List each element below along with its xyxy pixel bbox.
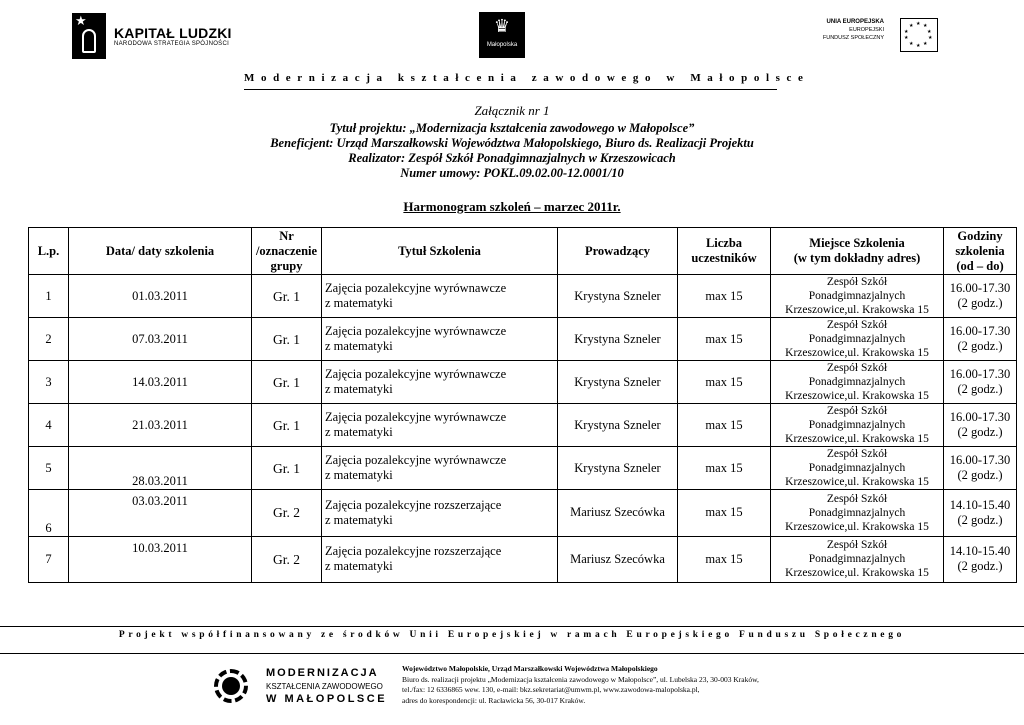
cell-place: [771, 318, 944, 361]
cell-place-l1: Zespół Szkół: [826, 448, 888, 460]
kapital-ludzki-logo: [72, 12, 232, 60]
cell-title-l2: z matematyki: [325, 382, 393, 396]
table-row: [29, 536, 1017, 583]
footer-divider-bottom: [0, 653, 1024, 654]
eu-line1: UNIA EUROPEJSKA: [826, 19, 884, 25]
cell-date: 28.03.2011: [69, 447, 252, 490]
beneficiary-line: Beneficjent: Urząd Marszałkowski Województwa Małopolskiego, Biuro ds. Realizacji Projektu: [270, 136, 754, 150]
cofinancing-statement: Projekt współfinansowany ze środków Unii Europejskiej w ramach Europejskiego Funduszu Społecznego: [118, 630, 906, 640]
cell-group: Gr. 2: [252, 536, 322, 583]
header-title: Tytuł Szkolenia: [322, 228, 558, 275]
cell-trainer: Krystyna Szneler: [558, 361, 678, 404]
cell-count: max 15: [678, 318, 771, 361]
cell-trainer: Mariusz Szecówka: [558, 536, 678, 583]
cell-count: max 15: [678, 361, 771, 404]
cell-count: max 15: [678, 536, 771, 583]
cell-place-l2: Ponadgimnazjalnych: [808, 290, 906, 302]
kapital-ludzki-emblem-icon: ★: [72, 13, 106, 59]
eu-efs-logo: [818, 18, 938, 52]
header-hours: [944, 228, 1017, 275]
cell-place-l1: Zespół Szkół: [826, 539, 888, 552]
cell-lp: 4: [29, 404, 69, 447]
header-place-l2: (w tym dokładny adres): [793, 251, 921, 265]
cell-trainer: Krystyna Szneler: [558, 447, 678, 490]
table-row: [29, 361, 1017, 404]
cell-count: max 15: [678, 404, 771, 447]
cell-date: 21.03.2011: [69, 404, 252, 447]
cell-title-l1: Zajęcia pozalekcyjne wyrównawcze: [325, 367, 507, 381]
header-hours-l1: Godziny: [957, 228, 1003, 243]
mzm-logo-line3: W MAŁOPOLSCE: [266, 692, 388, 705]
cell-place: [771, 536, 944, 583]
cell-hours-range: 16.00-17.30: [949, 367, 1011, 381]
cell-hours-note: (2 godz.): [957, 512, 1003, 527]
cell-place-l1: Zespół Szkół: [826, 492, 888, 505]
address-line1: Województwo Małopolskie, Urząd Marszałkowski Województwa Małopolskiego: [402, 664, 658, 673]
cell-date: 07.03.2011: [69, 318, 252, 361]
gear-hand-icon: [210, 665, 258, 707]
cell-hours-range: 16.00-17.30: [949, 281, 1011, 295]
cell-date: 14.03.2011: [69, 361, 252, 404]
cell-place-l3: Krzeszowice,ul. Krakowska 15: [785, 520, 929, 533]
cell-title-l2: z matematyki: [325, 512, 393, 527]
table-row: [29, 447, 1017, 490]
cell-title: [322, 275, 558, 318]
cell-hours-range: 14.10-15.40: [949, 497, 1011, 512]
cell-lp: 1: [29, 275, 69, 318]
table-row: [29, 318, 1017, 361]
cell-group: Gr. 1: [252, 275, 322, 318]
cell-title: [322, 361, 558, 404]
table-row: [29, 275, 1017, 318]
cell-place-l1: Zespół Szkół: [826, 362, 888, 374]
cell-place-l1: Zespół Szkół: [826, 319, 888, 331]
cell-title-l1: Zajęcia pozalekcyjne rozszerzające: [325, 497, 502, 512]
cell-count: max 15: [678, 275, 771, 318]
header-tagline: Modernizacja kształcenia zawodowego w Małopolsce: [244, 72, 810, 84]
cell-place-l3: Krzeszowice,ul. Krakowska 15: [785, 304, 929, 316]
cell-place-l2: Ponadgimnazjalnych: [808, 553, 906, 566]
cell-place-l3: Krzeszowice,ul. Krakowska 15: [785, 476, 929, 488]
contract-number-line: Numer umowy: POKL.09.02.00-12.0001/10: [400, 166, 624, 180]
cell-group: Gr. 2: [252, 490, 322, 537]
malopolska-logo: [479, 12, 525, 58]
cell-group: Gr. 1: [252, 318, 322, 361]
header-count: [678, 228, 771, 275]
modernizacja-logo: [210, 664, 390, 708]
cell-hours: [944, 361, 1017, 404]
cell-title-l1: Zajęcia pozalekcyjne wyrównawcze: [325, 453, 507, 467]
cell-hours-note: (2 godz.): [957, 468, 1003, 482]
cell-hours: [944, 490, 1017, 537]
header-place: [771, 228, 944, 275]
cell-title-l1: Zajęcia pozalekcyjne wyrównawcze: [325, 410, 507, 424]
cell-count: max 15: [678, 447, 771, 490]
address-line4: adres do korespondencji: ul. Racławicka 56, 30-017 Kraków.: [402, 695, 586, 705]
cell-title-l2: z matematyki: [325, 425, 393, 439]
cell-hours-range: 16.00-17.30: [949, 324, 1011, 338]
cell-lp: 5: [29, 447, 69, 490]
cell-trainer: Mariusz Szecówka: [558, 490, 678, 537]
cell-title-l1: Zajęcia pozalekcyjne wyrównawcze: [325, 281, 507, 295]
cell-hours-note: (2 godz.): [957, 296, 1003, 310]
cell-place: [771, 275, 944, 318]
cell-hours-range: 14.10-15.40: [949, 544, 1011, 559]
cell-place-l1: Zespół Szkół: [826, 405, 888, 417]
footer-address: [402, 664, 842, 706]
cell-title: [322, 536, 558, 583]
header-group: [252, 228, 322, 275]
kl-logo-subtitle: NARODOWA STRATEGIA SPÓJNOŚCI: [114, 41, 230, 47]
cell-title: [322, 490, 558, 537]
header-group-l1: Nr: [279, 228, 294, 243]
cell-hours-note: (2 godz.): [957, 382, 1003, 396]
cell-count: max 15: [678, 490, 771, 537]
mzm-logo-line2: KSZTAŁCENIA ZAWODOWEGO: [266, 681, 383, 691]
header-count-l1: Liczba: [705, 236, 743, 250]
table-row: [29, 490, 1017, 537]
header-group-l2: /oznaczenie: [255, 243, 318, 258]
schedule-table: [28, 227, 1017, 583]
footer-divider-top: [0, 626, 1024, 627]
cell-hours-note: (2 godz.): [957, 425, 1003, 439]
cell-title-l2: z matematyki: [325, 559, 393, 574]
cell-title: [322, 447, 558, 490]
cell-hours: [944, 447, 1017, 490]
eu-line2: EUROPEJSKI: [849, 27, 884, 33]
address-line3: tel./fax: 12 6336865 wew. 130, e-mail: bkz.sekretariat@umwm.pl, www.zawodowa-malopolska.pl,: [402, 685, 700, 694]
project-title-line: Tytuł projektu: „Modernizacja kształcenia zawodowego w Małopolsce”: [329, 121, 695, 135]
cell-place: [771, 361, 944, 404]
cell-group: Gr. 1: [252, 361, 322, 404]
header-hours-l3: (od – do): [956, 258, 1004, 273]
eu-flag-icon: ★ ★ ★ ★ ★ ★ ★ ★ ★ ★: [900, 18, 938, 52]
cell-hours: [944, 404, 1017, 447]
header-hours-l2: szkolenia: [955, 243, 1005, 258]
header-divider: [244, 89, 777, 90]
table-row: [29, 404, 1017, 447]
schedule-title: Harmonogram szkoleń – marzec 2011r.: [403, 199, 621, 214]
cell-title-l2: z matematyki: [325, 468, 393, 482]
cell-place-l2: Ponadgimnazjalnych: [808, 419, 906, 431]
cell-group: Gr. 1: [252, 447, 322, 490]
cell-hours: [944, 536, 1017, 583]
header-group-l3: grupy: [270, 258, 303, 273]
cell-lp: 3: [29, 361, 69, 404]
cell-hours-range: 16.00-17.30: [949, 410, 1011, 424]
cell-place: [771, 447, 944, 490]
cell-place-l2: Ponadgimnazjalnych: [808, 506, 906, 519]
address-line2: Biuro ds. realizacji projektu „Modernizacja kształcenia zawodowego w Małopolsce”, ul. Lubelska 23, 30-003 Kraków,: [402, 674, 759, 684]
kl-logo-title: KAPITAŁ LUDZKI: [114, 25, 232, 41]
cell-lp: 6: [29, 490, 69, 537]
cell-date: 01.03.2011: [69, 275, 252, 318]
cell-place-l1: Zespół Szkół: [826, 276, 888, 288]
implementer-line: Realizator: Zespół Szkół Ponadgimnazjalnych w Krzeszowicach: [348, 151, 676, 165]
header-date: Data/ daty szkolenia: [69, 228, 252, 275]
cell-lp: 2: [29, 318, 69, 361]
malopolska-crown-icon: ♛: [493, 16, 511, 37]
cell-trainer: Krystyna Szneler: [558, 275, 678, 318]
header-count-l2: uczestników: [691, 251, 757, 265]
cell-place-l3: Krzeszowice,ul. Krakowska 15: [785, 347, 929, 359]
cell-trainer: Krystyna Szneler: [558, 404, 678, 447]
cell-title-l1: Zajęcia pozalekcyjne wyrównawcze: [325, 324, 507, 338]
table-header-row: [29, 228, 1017, 275]
cell-hours: [944, 275, 1017, 318]
cell-title: [322, 318, 558, 361]
cell-group: Gr. 1: [252, 404, 322, 447]
cell-title-l2: z matematyki: [325, 339, 393, 353]
annex-label: Załącznik nr 1: [474, 103, 550, 118]
mzm-logo-line1: MODERNIZACJA: [266, 666, 379, 679]
cell-place-l3: Krzeszowice,ul. Krakowska 15: [785, 433, 929, 445]
cell-date: 03.03.2011: [69, 490, 252, 537]
cell-hours-range: 16.00-17.30: [949, 453, 1011, 467]
cell-place: [771, 490, 944, 537]
cell-place-l2: Ponadgimnazjalnych: [808, 376, 906, 388]
cell-title-l1: Zajęcia pozalekcyjne rozszerzające: [325, 544, 502, 559]
cell-date: 10.03.2011: [69, 536, 252, 583]
header-place-l1: Miejsce Szkolenia: [809, 236, 905, 250]
cell-hours: [944, 318, 1017, 361]
cell-hours-note: (2 godz.): [957, 339, 1003, 353]
cell-place-l2: Ponadgimnazjalnych: [808, 462, 906, 474]
cell-title-l2: z matematyki: [325, 296, 393, 310]
cell-title: [322, 404, 558, 447]
cell-place-l2: Ponadgimnazjalnych: [808, 333, 906, 345]
cell-hours-note: (2 godz.): [957, 559, 1003, 574]
header-lp: L.p.: [29, 228, 69, 275]
cell-place: [771, 404, 944, 447]
mp-logo-label: Małopolska: [486, 42, 518, 48]
cell-trainer: Krystyna Szneler: [558, 318, 678, 361]
header-trainer: Prowadzący: [558, 228, 678, 275]
cell-lp: 7: [29, 536, 69, 583]
cell-place-l3: Krzeszowice,ul. Krakowska 15: [785, 390, 929, 402]
eu-line3: FUNDUSZ SPOŁECZNY: [822, 35, 884, 41]
cell-place-l3: Krzeszowice,ul. Krakowska 15: [785, 567, 929, 580]
